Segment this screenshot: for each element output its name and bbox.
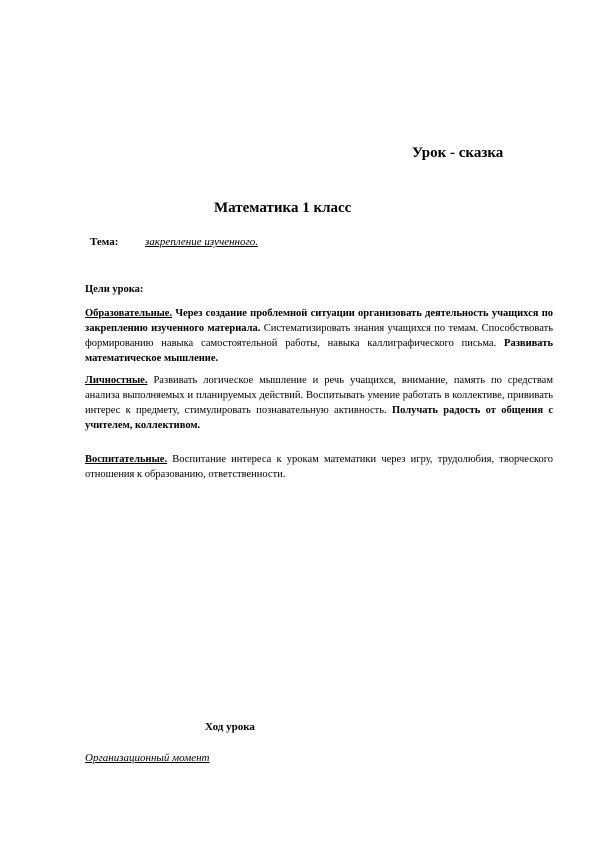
page-title: Урок - сказка	[412, 145, 504, 161]
lesson-course-heading: Ход урока	[205, 721, 255, 733]
personal-goals-paragraph	[85, 373, 553, 433]
topic-label: Тема:	[90, 236, 119, 248]
subject-heading: Математика 1 класс	[214, 200, 352, 216]
educational-goals-text-2: Систематизировать знания учащихся по темам. Способствовать формированию навыка самостоятельной работы, навыка каллиграфического письма.	[85, 323, 554, 349]
upbringing-goals-label: Воспитательные.	[85, 454, 168, 465]
educational-goals-label: Образовательные.	[85, 308, 173, 319]
upbringing-goals-text: Воспитание интереса к урокам математики через игру, трудолюбия, творческого отношения к образованию, ответственности.	[85, 454, 553, 480]
topic-value: закрепление изученного.	[145, 236, 259, 248]
personal-goals-label: Личностные.	[85, 375, 148, 386]
educational-goals-text-1: Через создание проблемной ситуации организовать деятельность учащихся по закреплению изученного материала.	[85, 308, 553, 334]
goals-heading: Цели урока:	[85, 284, 144, 295]
educational-goals-paragraph	[85, 306, 553, 366]
org-moment-heading: Организационный момент	[85, 752, 210, 764]
educational-goals-text-3: Развивать математическое мышление.	[85, 338, 553, 364]
personal-goals-text-1: Развивать логическое мышление и речь учащихся, внимание, память по средствам анализа выполняемых и планируемых действий. Воспитывать умение работать в коллективе, прививать интерес к предмету, стимулировать познавательную активность.	[85, 375, 553, 416]
personal-goals-text-2: Получать радость от общения с учителем, коллективом.	[85, 405, 553, 431]
upbringing-goals-paragraph	[85, 452, 553, 482]
